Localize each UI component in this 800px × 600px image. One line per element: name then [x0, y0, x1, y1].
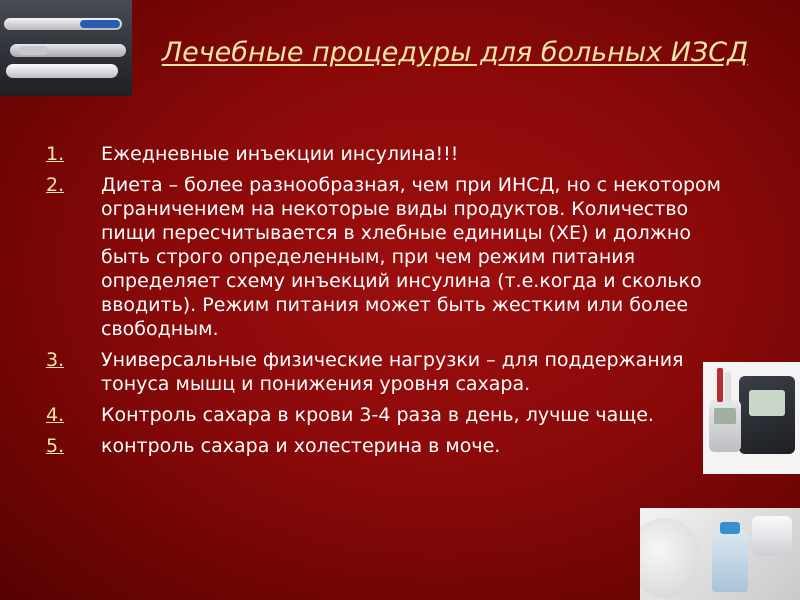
item-number: 2.	[46, 174, 65, 196]
item-text: Ежедневные инъекции инсулина!!!	[101, 143, 459, 165]
pen-shape	[80, 20, 120, 28]
list-item	[46, 173, 726, 341]
list-item	[46, 434, 726, 458]
insulin-pens-photo	[0, 0, 132, 96]
item-text: Контроль сахара в крови 3-4 раза в день, лучше чаще.	[101, 404, 654, 426]
lab-device-shape	[752, 516, 792, 556]
procedure-list	[46, 142, 726, 465]
item-text: Универсальные физические нагрузки – для поддержания тонуса мышц и понижения уровня сахара.	[101, 349, 684, 395]
item-number: 1.	[46, 143, 65, 165]
item-number: 5.	[46, 435, 65, 457]
pen-shape	[18, 46, 48, 55]
bottle-cap-shape	[720, 522, 740, 534]
item-text: контроль сахара и холестерина в моче.	[101, 435, 501, 457]
item-number: 3.	[46, 349, 65, 371]
list-item	[46, 348, 726, 396]
item-text: Диета – более разнообразная, чем при ИНСД, но с некотором ограничением на некоторые виды продуктов. Количество пищи пересчитывается в хлебные единицы (ХЕ) и должно быть строго определенным, при чем режим питания определяет схему инъекций инсулина (т.е.когда и сколько вводить). Режим питания может быть жестким или более свободным.	[101, 174, 721, 340]
meter-screen-shape	[749, 390, 785, 416]
list-item	[46, 142, 726, 166]
item-number: 4.	[46, 404, 65, 426]
bottle-shape	[712, 530, 748, 592]
test-strip-shape	[717, 368, 723, 402]
slide-title: Лечебные процедуры для больных ИЗСД	[161, 37, 749, 68]
meter-display-shape	[714, 408, 736, 424]
lab-test-photo	[640, 508, 800, 600]
list-item	[46, 403, 726, 427]
glucose-meter-photo	[703, 362, 800, 474]
glove-shape	[640, 518, 700, 598]
pen-shape	[6, 64, 118, 78]
test-strip-shape	[725, 372, 731, 402]
